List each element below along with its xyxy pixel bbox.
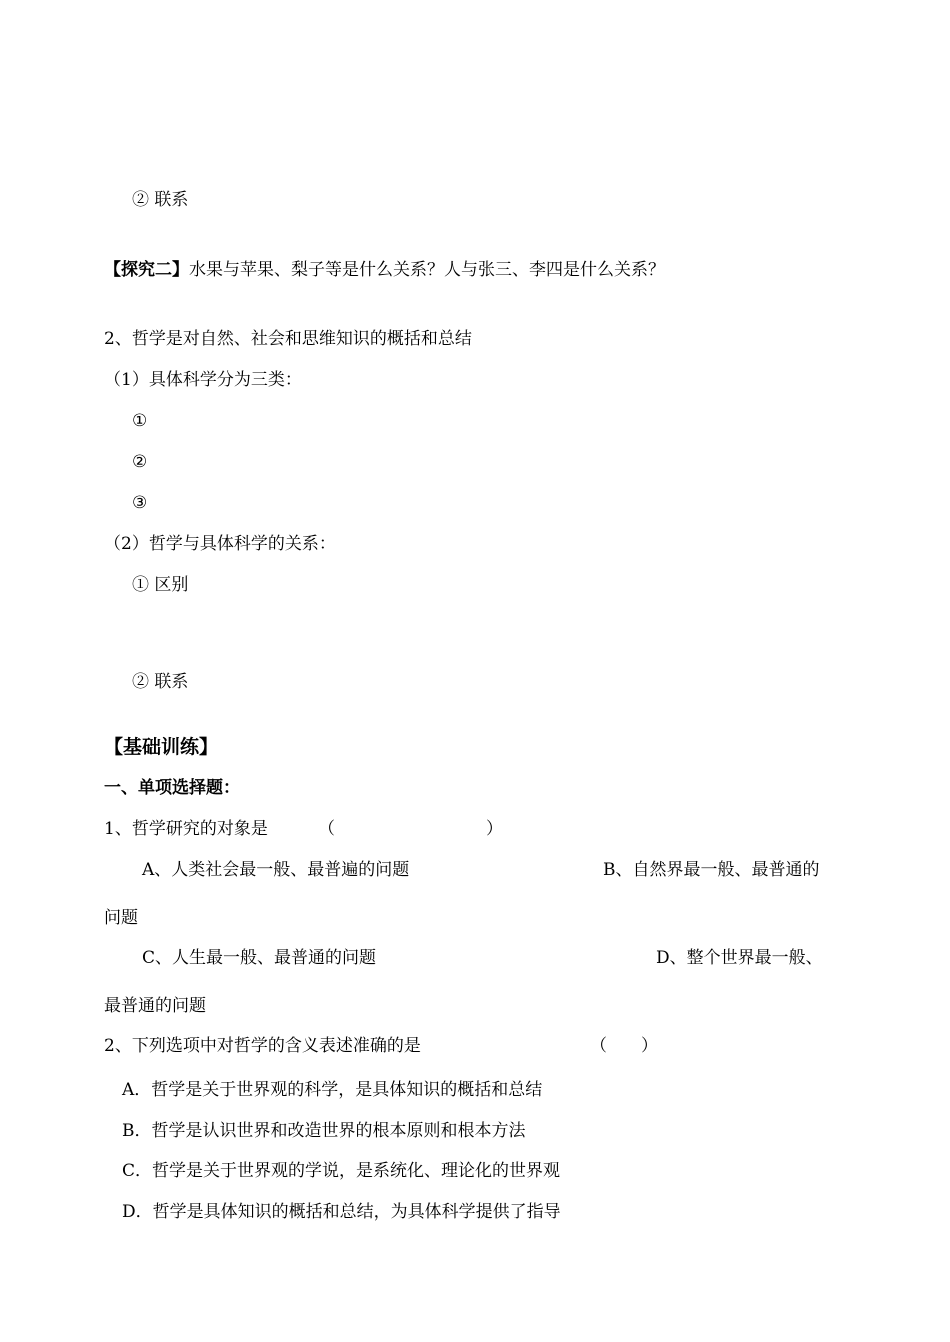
- sub1-item-3: ③: [132, 493, 148, 513]
- sub2-difference: ① 区别: [132, 575, 189, 595]
- q1-paren-open: （: [318, 819, 335, 839]
- sub2-link: ② 联系: [132, 672, 189, 692]
- q1-option-d: D、整个世界最一般、: [656, 948, 823, 968]
- part1-link-label: ② 联系: [132, 190, 189, 210]
- q2-stem: 2、下列选项中对哲学的含义表述准确的是: [104, 1036, 421, 1056]
- training-title: 【基础训练】: [104, 736, 219, 758]
- sub1-heading: （1）具体科学分为三类：: [104, 370, 302, 390]
- q2-option-c: C．哲学是关于世界观的学说，是系统化、理论化的世界观: [122, 1161, 561, 1181]
- q2-paren: （ ）: [590, 1036, 658, 1056]
- q1-paren-close: ）: [486, 819, 503, 839]
- q1-option-b: B、自然界最一般、最普通的: [603, 860, 820, 880]
- q2-option-b: B．哲学是认识世界和改造世界的根本原则和根本方法: [122, 1121, 526, 1141]
- q1-option-d-cont: 最普通的问题: [104, 996, 206, 1016]
- explore2-label: 【探究二】: [104, 260, 189, 280]
- explore2-question: 水果与苹果、梨子等是什么关系？人与张三、李四是什么关系？: [189, 260, 665, 280]
- single-choice-section-title: 一、单项选择题：: [104, 778, 240, 798]
- q1-option-c: C、人生最一般、最普通的问题: [142, 948, 377, 968]
- sub1-item-1: ①: [132, 411, 148, 431]
- q1-option-a: A、人类社会最一般、最普遍的问题: [142, 860, 410, 880]
- q2-option-a: A．哲学是关于世界观的科学，是具体知识的概括和总结: [122, 1080, 543, 1100]
- point2-heading: 2、哲学是对自然、社会和思维知识的概括和总结: [104, 329, 472, 349]
- q1-option-b-cont: 问题: [104, 908, 138, 928]
- q2-option-d: D．哲学是具体知识的概括和总结，为具体科学提供了指导: [122, 1202, 561, 1222]
- sub1-item-2: ②: [132, 452, 148, 472]
- explore2-paragraph: [104, 258, 665, 282]
- q1-stem: 1、哲学研究的对象是: [104, 819, 268, 839]
- sub2-heading: （2）哲学与具体科学的关系：: [104, 534, 336, 554]
